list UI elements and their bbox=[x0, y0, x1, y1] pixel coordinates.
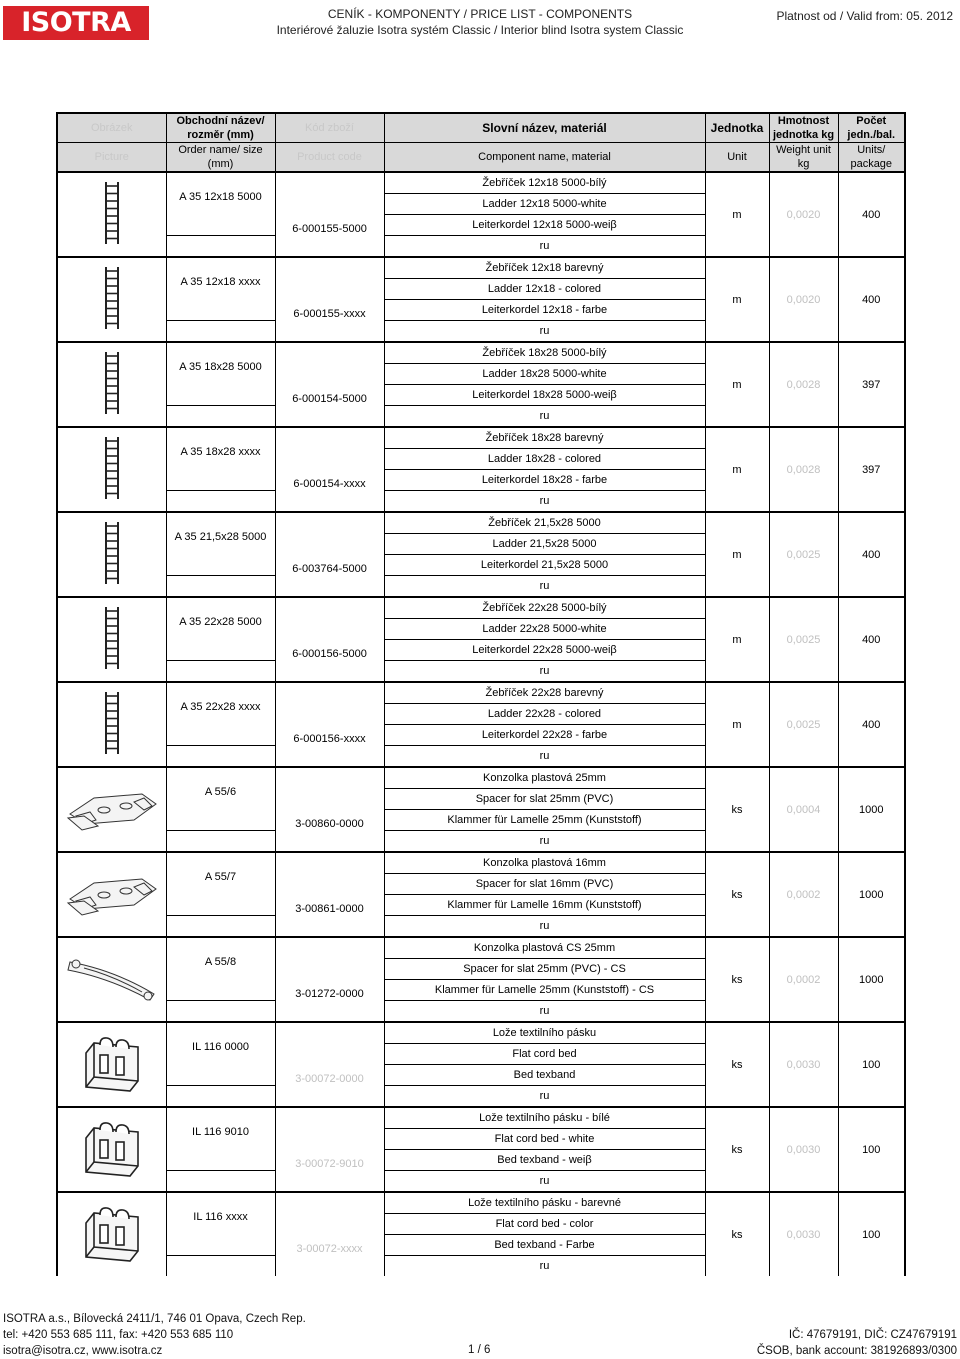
product-image bbox=[57, 342, 166, 427]
units-per-package-cell: 400 bbox=[838, 597, 905, 682]
col-picture-cz: Obrázek bbox=[90, 122, 133, 134]
component-name-line: Lože textilního pásku bbox=[384, 1022, 705, 1044]
component-name-line: Klammer für Lamelle 16mm (Kunststoff) bbox=[384, 895, 705, 916]
col-package-en: Units/ package bbox=[850, 144, 893, 170]
product-code: 3-00072-9010 bbox=[295, 1158, 364, 1170]
units-per-package-cell: 1000 bbox=[838, 767, 905, 852]
component-name-line: Klammer für Lamelle 25mm (Kunststoff) bbox=[384, 810, 705, 831]
price-list-title: CENÍK - KOMPONENTY / PRICE LIST - COMPONENTS bbox=[327, 7, 633, 21]
unit-cell: ks bbox=[705, 937, 769, 1022]
order-name: A 55/6 bbox=[204, 786, 237, 798]
col-header-unit bbox=[705, 113, 769, 172]
weight-cell: 0,0025 bbox=[769, 682, 838, 767]
col-header-name bbox=[166, 113, 275, 172]
component-name-line: Spacer for slat 25mm (PVC) - CS bbox=[384, 959, 705, 980]
table-header-row bbox=[57, 113, 905, 172]
product-code-cell bbox=[275, 172, 384, 257]
product-code: 6-003764-5000 bbox=[292, 563, 367, 575]
col-package-cz: Počet jedn./bal. bbox=[847, 115, 896, 141]
product-row bbox=[57, 682, 905, 704]
component-name-line: Žebříček 22x28 barevný bbox=[384, 682, 705, 704]
component-name-line: ru bbox=[384, 1256, 705, 1277]
product-row bbox=[57, 852, 905, 874]
component-name-line: ru bbox=[384, 746, 705, 768]
valid-from-label: Platnost od / Valid from: 05. 2012 bbox=[776, 9, 953, 23]
order-name: A 35 22x28 xxxx bbox=[180, 701, 261, 713]
component-name-line: Ladder 22x28 5000-white bbox=[384, 619, 705, 640]
col-weight-cz: Hmotnost jednotka kg bbox=[772, 115, 835, 141]
col-header-package bbox=[838, 113, 905, 172]
unit-cell: m bbox=[705, 682, 769, 767]
unit-cell: ks bbox=[705, 852, 769, 937]
component-name-line: ru bbox=[384, 831, 705, 853]
footer-email: isotra@isotra.cz, www.isotra.cz bbox=[3, 1345, 163, 1357]
order-name-cell bbox=[166, 767, 275, 852]
order-name-cell bbox=[166, 512, 275, 597]
product-row bbox=[57, 1192, 905, 1214]
cord-bed-icon bbox=[80, 1084, 144, 1096]
ladder-icon bbox=[102, 491, 122, 503]
component-name-line: Spacer for slat 25mm (PVC) bbox=[384, 789, 705, 810]
footer-company-ids: IČ: 47679191, DIČ: CZ47679191 bbox=[788, 1329, 957, 1341]
order-name-cell bbox=[166, 257, 275, 342]
clip-icon bbox=[64, 997, 160, 1009]
product-row bbox=[57, 512, 905, 534]
order-name-cell bbox=[166, 597, 275, 682]
component-name-line: Ladder 18x28 - colored bbox=[384, 449, 705, 470]
weight-cell: 0,0025 bbox=[769, 512, 838, 597]
col-header-weight bbox=[769, 113, 838, 172]
product-code-cell bbox=[275, 512, 384, 597]
product-code: 3-00860-0000 bbox=[295, 818, 364, 830]
units-per-package-cell: 100 bbox=[838, 1022, 905, 1107]
product-row bbox=[57, 427, 905, 449]
unit-cell: ks bbox=[705, 1107, 769, 1192]
col-name-en: Order name/ size (mm) bbox=[178, 144, 263, 170]
col-code-cz: Kód zboží bbox=[305, 122, 354, 134]
order-name: A 35 18x28 5000 bbox=[179, 361, 262, 373]
col-unit-en: Unit bbox=[727, 151, 747, 163]
col-name-cz: Obchodní název/ rozměr (mm) bbox=[176, 115, 265, 141]
col-picture-en: Picture bbox=[94, 151, 129, 163]
component-name-line: Klammer für Lamelle 25mm (Kunststoff) - CS bbox=[384, 980, 705, 1001]
units-per-package-cell: 400 bbox=[838, 512, 905, 597]
order-name: IL 116 xxxx bbox=[193, 1211, 248, 1223]
weight-cell: 0,0020 bbox=[769, 172, 838, 257]
weight-cell: 0,0030 bbox=[769, 1107, 838, 1192]
cord-bed-icon bbox=[80, 1169, 144, 1181]
component-name-line: ru bbox=[384, 1001, 705, 1023]
product-row bbox=[57, 597, 905, 619]
ladder-icon bbox=[102, 321, 122, 333]
product-code: 3-00072-xxxx bbox=[296, 1243, 363, 1255]
unit-cell: m bbox=[705, 427, 769, 512]
product-row bbox=[57, 172, 905, 194]
component-name-line: Flat cord bed bbox=[384, 1044, 705, 1065]
product-row bbox=[57, 342, 905, 364]
col-header-code bbox=[275, 113, 384, 172]
unit-cell: m bbox=[705, 172, 769, 257]
product-image bbox=[57, 1022, 166, 1107]
component-name-line: Spacer for slat 16mm (PVC) bbox=[384, 874, 705, 895]
component-name-line: ru bbox=[384, 321, 705, 343]
product-code-cell bbox=[275, 1107, 384, 1192]
spacer-icon bbox=[64, 912, 160, 924]
page-number: 1 / 6 bbox=[468, 1344, 491, 1356]
units-per-package-cell: 100 bbox=[838, 1192, 905, 1276]
product-code: 6-000156-5000 bbox=[292, 648, 367, 660]
component-name-line: Leiterkordel 18x28 - farbe bbox=[384, 470, 705, 491]
isotra-logo: ISOTRA bbox=[3, 6, 149, 40]
product-code: 6-000154-5000 bbox=[292, 393, 367, 405]
component-name-line: Leiterkordel 22x28 - farbe bbox=[384, 725, 705, 746]
component-name-line: ru bbox=[384, 1171, 705, 1193]
product-code: 3-00861-0000 bbox=[295, 903, 364, 915]
units-per-package-cell: 397 bbox=[838, 427, 905, 512]
product-code: 6-000156-xxxx bbox=[293, 733, 366, 745]
order-name: IL 116 9010 bbox=[192, 1126, 249, 1138]
order-name-cell bbox=[166, 172, 275, 257]
price-list-subtitle: Interiérové žaluzie Isotra systém Classic / Interior blind Isotra system Classic bbox=[276, 23, 684, 37]
product-row bbox=[57, 937, 905, 959]
product-image bbox=[57, 427, 166, 512]
product-code: 6-000155-xxxx bbox=[293, 308, 366, 320]
order-name: A 55/7 bbox=[204, 871, 237, 883]
product-code-cell bbox=[275, 937, 384, 1022]
component-name-line: Bed texband - Farbe bbox=[384, 1235, 705, 1256]
order-name-cell bbox=[166, 427, 275, 512]
component-name-line: Konzolka plastová 25mm bbox=[384, 767, 705, 789]
component-name-line: Flat cord bed - color bbox=[384, 1214, 705, 1235]
product-image bbox=[57, 1107, 166, 1192]
col-header-picture bbox=[57, 113, 166, 172]
component-name-line: Ladder 12x18 - colored bbox=[384, 279, 705, 300]
component-name-line: Leiterkordel 12x18 - farbe bbox=[384, 300, 705, 321]
ladder-icon bbox=[102, 236, 122, 248]
component-name-line: Žebříček 12x18 5000-bílý bbox=[384, 172, 705, 194]
order-name-cell bbox=[166, 937, 275, 1022]
component-name-line: ru bbox=[384, 406, 705, 428]
footer-bank: ČSOB, bank account: 381926893/0300 bbox=[756, 1345, 957, 1357]
weight-cell: 0,0020 bbox=[769, 257, 838, 342]
product-code-cell bbox=[275, 427, 384, 512]
product-image bbox=[57, 852, 166, 937]
product-code: 3-01272-0000 bbox=[295, 988, 364, 1000]
ladder-icon bbox=[102, 406, 122, 418]
component-name-line: Žebříček 21,5x28 5000 bbox=[384, 512, 705, 534]
weight-cell: 0,0030 bbox=[769, 1192, 838, 1276]
order-name-cell bbox=[166, 852, 275, 937]
spacer-icon bbox=[64, 827, 160, 839]
cord-bed-icon bbox=[80, 1254, 144, 1266]
footer-address: ISOTRA a.s., Bílovecká 2411/1, 746 01 Opava, Czech Rep. bbox=[3, 1313, 306, 1325]
units-per-package-cell: 400 bbox=[838, 257, 905, 342]
component-name-line: Žebříček 12x18 barevný bbox=[384, 257, 705, 279]
units-per-package-cell: 1000 bbox=[838, 937, 905, 1022]
component-name-line: Lože textilního pásku - bílé bbox=[384, 1107, 705, 1129]
col-weight-en: Weight unit kg bbox=[776, 144, 831, 170]
component-name-line: ru bbox=[384, 661, 705, 683]
product-code-cell bbox=[275, 682, 384, 767]
component-name-line: Ladder 22x28 - colored bbox=[384, 704, 705, 725]
product-row bbox=[57, 1022, 905, 1044]
units-per-package-cell: 1000 bbox=[838, 852, 905, 937]
col-code-en: Product code bbox=[297, 151, 362, 163]
product-image bbox=[57, 1192, 166, 1276]
order-name: A 35 12x18 5000 bbox=[179, 191, 262, 203]
units-per-package-cell: 400 bbox=[838, 682, 905, 767]
component-name-line: Žebříček 18x28 barevný bbox=[384, 427, 705, 449]
footer-phone: tel: +420 553 685 111, fax: +420 553 685 110 bbox=[3, 1329, 234, 1341]
product-code-cell bbox=[275, 1192, 384, 1276]
product-code-cell bbox=[275, 342, 384, 427]
ladder-icon bbox=[102, 746, 122, 758]
weight-cell: 0,0028 bbox=[769, 342, 838, 427]
weight-cell: 0,0004 bbox=[769, 767, 838, 852]
order-name: A 35 18x28 xxxx bbox=[180, 446, 261, 458]
ladder-icon bbox=[102, 576, 122, 588]
component-name-line: ru bbox=[384, 576, 705, 598]
unit-cell: ks bbox=[705, 1022, 769, 1107]
component-name-line: ru bbox=[384, 916, 705, 938]
product-code-cell bbox=[275, 1022, 384, 1107]
order-name-cell bbox=[166, 1107, 275, 1192]
order-name: A 35 21,5x28 5000 bbox=[174, 531, 267, 543]
weight-cell: 0,0002 bbox=[769, 937, 838, 1022]
component-name-line: ru bbox=[384, 491, 705, 513]
component-name-line: ru bbox=[384, 1086, 705, 1108]
component-name-line: Leiterkordel 21,5x28 5000 bbox=[384, 555, 705, 576]
order-name: IL 116 0000 bbox=[192, 1041, 249, 1053]
units-per-package-cell: 400 bbox=[838, 172, 905, 257]
weight-cell: 0,0030 bbox=[769, 1022, 838, 1107]
units-per-package-cell: 100 bbox=[838, 1107, 905, 1192]
unit-cell: ks bbox=[705, 767, 769, 852]
product-image bbox=[57, 597, 166, 682]
order-name: A 35 22x28 5000 bbox=[179, 616, 262, 628]
col-desc-en: Component name, material bbox=[478, 151, 611, 163]
product-row bbox=[57, 1107, 905, 1129]
product-code-cell bbox=[275, 852, 384, 937]
product-image bbox=[57, 257, 166, 342]
component-name-line: Leiterkordel 22x28 5000-weiβ bbox=[384, 640, 705, 661]
component-name-line: Ladder 21,5x28 5000 bbox=[384, 534, 705, 555]
component-name-line: Ladder 12x18 5000-white bbox=[384, 194, 705, 215]
product-image bbox=[57, 512, 166, 597]
weight-cell: 0,0028 bbox=[769, 427, 838, 512]
component-name-line: Ladder 18x28 5000-white bbox=[384, 364, 705, 385]
unit-cell: m bbox=[705, 597, 769, 682]
order-name-cell bbox=[166, 682, 275, 767]
ladder-icon bbox=[102, 661, 122, 673]
order-name: A 55/8 bbox=[204, 956, 237, 968]
component-name-line: Leiterkordel 12x18 5000-weiβ bbox=[384, 215, 705, 236]
product-image bbox=[57, 937, 166, 1022]
order-name-cell bbox=[166, 1022, 275, 1107]
col-unit-cz: Jednotka bbox=[710, 121, 764, 135]
col-desc-cz: Slovní název, materiál bbox=[482, 121, 607, 135]
component-name-line: Konzolka plastová CS 25mm bbox=[384, 937, 705, 959]
order-name: A 35 12x18 xxxx bbox=[180, 276, 261, 288]
weight-cell: 0,0002 bbox=[769, 852, 838, 937]
component-name-line: ru bbox=[384, 236, 705, 258]
product-code: 6-000154-xxxx bbox=[293, 478, 366, 490]
product-code-cell bbox=[275, 257, 384, 342]
product-row bbox=[57, 257, 905, 279]
product-code: 3-00072-0000 bbox=[295, 1073, 364, 1085]
component-name-line: Lože textilního pásku - barevné bbox=[384, 1192, 705, 1214]
component-name-line: Žebříček 22x28 5000-bílý bbox=[384, 597, 705, 619]
units-per-package-cell: 397 bbox=[838, 342, 905, 427]
component-name-line: Flat cord bed - white bbox=[384, 1129, 705, 1150]
product-code-cell bbox=[275, 767, 384, 852]
component-name-line: Bed texband bbox=[384, 1065, 705, 1086]
product-code: 6-000155-5000 bbox=[292, 223, 367, 235]
weight-cell: 0,0025 bbox=[769, 597, 838, 682]
unit-cell: ks bbox=[705, 1192, 769, 1276]
order-name-cell bbox=[166, 1192, 275, 1276]
component-name-line: Žebříček 18x28 5000-bílý bbox=[384, 342, 705, 364]
unit-cell: m bbox=[705, 257, 769, 342]
unit-cell: m bbox=[705, 342, 769, 427]
component-name-line: Bed texband - weiβ bbox=[384, 1150, 705, 1171]
component-name-line: Konzolka plastová 16mm bbox=[384, 852, 705, 874]
col-header-desc bbox=[384, 113, 705, 172]
unit-cell: m bbox=[705, 512, 769, 597]
product-image bbox=[57, 767, 166, 852]
product-image bbox=[57, 172, 166, 257]
product-image bbox=[57, 682, 166, 767]
price-list-table bbox=[56, 112, 906, 1276]
product-code-cell bbox=[275, 597, 384, 682]
order-name-cell bbox=[166, 342, 275, 427]
product-row bbox=[57, 767, 905, 789]
component-name-line: Leiterkordel 18x28 5000-weiβ bbox=[384, 385, 705, 406]
